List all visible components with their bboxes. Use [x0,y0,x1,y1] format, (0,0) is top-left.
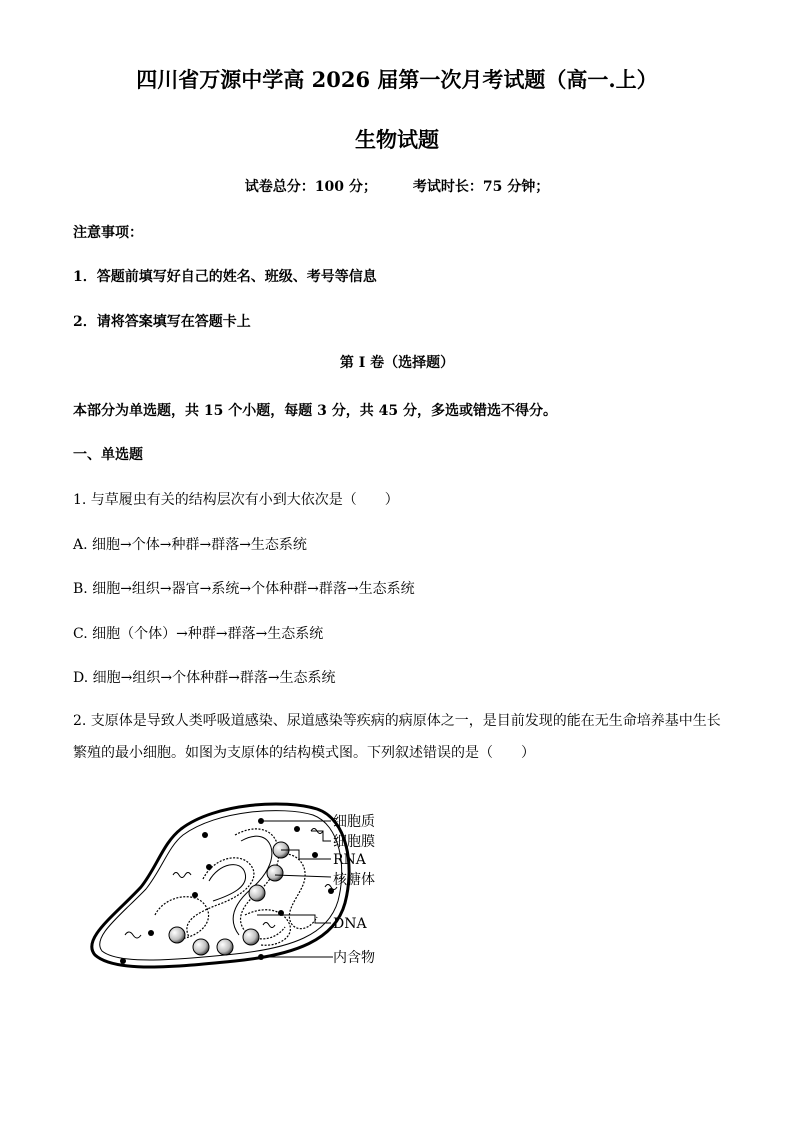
label-rna: RNA [333,852,366,868]
question-1-option-a: A. 细胞→个体→种群→群落→生态系统 [73,537,307,553]
subject-title: 生物试题 [355,127,439,152]
label-ribosome: 核糖体 [333,872,375,888]
section-title: 第 I 卷（选择题） [339,355,455,371]
question-1-option-d: D. 细胞→组织→个体种群→群落→生态系统 [73,670,336,686]
question-1-option-b: B. 细胞→组织→器官→系统→个体种群→群落→生态系统 [73,581,415,597]
note-item: 2．请将答案填写在答题卡上 [73,314,251,330]
section-instruction: 本部分为单选题，共 15 个小题，每题 3 分，共 45 分，多选或错选不得分。 [73,403,557,419]
label-cytoplasm: 细胞质 [333,814,375,830]
exam-title: 四川省万源中学高 2026 届第一次月考试题（高一.上） [136,67,658,92]
rna-strand [125,932,141,938]
label-dna: DNA [333,916,367,932]
rna-strand [263,923,275,928]
label-inclusion: 内含物 [333,950,375,966]
dna-loop [275,854,317,929]
question-1-stem: 1. 与草履虫有关的结构层次有小到大依次是（ ） [73,492,399,508]
total-score: 试卷总分：100 分； [244,179,377,195]
question-1-option-c: C. 细胞（个体）→种群→群落→生态系统 [73,626,324,642]
exam-meta [0,176,794,196]
exam-duration: 考试时长：75 分钟； [412,179,550,195]
part-heading: 一、单选题 [73,447,143,463]
notes-heading: 注意事项： [73,225,143,241]
note-item: 1．答题前填写好自己的姓名、班级、考号等信息 [73,269,377,285]
mycoplasma-diagram [85,795,415,985]
question-2-stem: 2. 支原体是导致人类呼吸道感染、尿道感染等疾病的病原体之一，是目前发现的能在无生命培养基中生长繁殖的最小细胞。如图为支原体的结构模式图。下列叙述错误的是（ ） [73,713,721,761]
label-cell-membrane: 细胞膜 [333,834,375,850]
rna-strand [173,873,191,878]
